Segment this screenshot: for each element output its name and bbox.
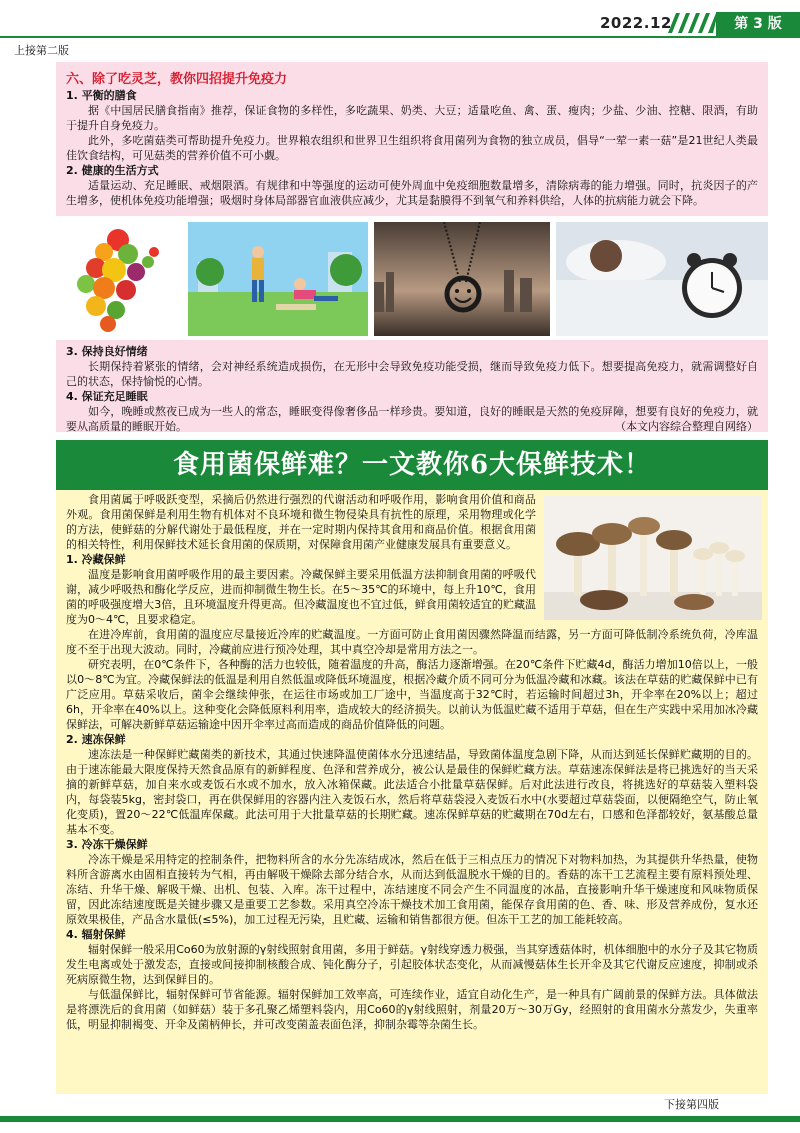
article-title-banner: 食用菌保鲜难？一文教你6大保鲜技术！	[56, 440, 768, 490]
paragraph: 速冻法是一种保鲜贮藏菌类的新技术，其通过快速降温使菌体水分迅速结晶，导致菌体温度急剧下降，从而达到延长保鲜贮藏期的目的。由于速冻能最大限度保持天然食品原有的新鲜程度、色泽和营养成分，被公认是最佳的保鲜贮藏方法。草菇速冻保鲜法是将已挑选好的当天采摘的新鲜草菇，加自来水或麦饭石水或不加水，放入冰箱保藏。此法适合小批量草菇保鲜。后对此法进行改良，将挑选好的草菇装入塑料袋内，每袋装5kg，密封袋口，再在供保鲜用的容器内注入麦饭石水，然后将草菇袋浸入麦饭石水中(水要超过草菇袋面，以便隔绝空气，防止氧化变质)，置20～22℃低温库保藏。此法可用于大批量草菇的长期贮藏。速冻保鲜草菇的贮藏期在70d左右，口感和色泽都较好，氨基酸总量基本不变。	[66, 748, 758, 836]
item-heading: 3. 保持良好情绪	[66, 345, 148, 358]
paragraph: 适量运动、充足睡眠、戒烟限酒。有规律和中等强度的运动可使外周血中免疫细胞数量增多，清除病毒的能力增强。同时，抗炎因子的产生增多，使机体免疫功能增强；吸烟时身体局部器官血液供应减少，尤其是黏膜得不到氧气和养料供给，人体的抗病能力就会下降。	[66, 179, 758, 207]
article-intro: 食用菌属于呼吸跃变型，采摘后仍然进行强烈的代谢活动和呼吸作用，影响食用价值和商品外观。食用菌保鲜是利用生物有机体对不良环境和微生物侵染具有抗性的原理，采用物理或化学的方法，使鲜菇的分解代谢处于最低程度，并在一定时期内保持其食用和商品价值。根据食用菌的相关特性，利用保鲜技术延长食用菌的保质期，对保障食用菌产业健康发展具有重要意义。	[66, 493, 536, 551]
paragraph: 长期保持着紧张的情绪，会对神经系统造成损伤，在无形中会导致免疫功能受损，继而导致免疫力低下。想要提高免疫力，就需调整好自己的状态，保持愉悦的心情。	[66, 360, 758, 388]
continued-to-label: 下接第四版	[664, 1098, 719, 1111]
header-divider	[0, 36, 800, 38]
continued-from-label: 上接第二版	[14, 44, 69, 57]
mushroom-photo-image	[544, 496, 762, 620]
page-number: 第 3 版	[716, 12, 800, 36]
item-heading: 4. 保证充足睡眠	[66, 390, 148, 403]
paragraph: 温度是影响食用菌呼吸作用的最主要因素。冷藏保鲜主要采用低温方法抑制食用菌的呼吸代谢，减少呼吸热和酶化学反应，进而抑制微生物生长。在5～35℃的环境中，每上升10℃，食用菌的呼吸强度增大3倍，且环境温度升得更高。但冷藏温度也不宜过低，鲜食用菌较适宜的贮藏温度为0～4℃，且要求稳定。	[66, 568, 536, 626]
smiley-pendant-image	[374, 222, 550, 336]
issue-date: 2022.12	[600, 14, 672, 32]
section-heading: 2. 速冻保鲜	[66, 733, 126, 746]
item-heading: 2. 健康的生活方式	[66, 164, 159, 177]
paragraph: 此外，多吃菌菇类可帮助提升免疫力。世界粮农组织和世界卫生组织将食用菌列为食物的独立成员，倡导“一荤一素一菇”是21世纪人类最佳饮食结构，可见菇类的营养价值不可小觑。	[66, 134, 758, 162]
paragraph: 与低温保鲜比，辐射保鲜可节省能源。辐射保鲜加工效率高，可连续作业，适宜自动化生产，是一种具有广阔前景的保鲜方法。具体做法是将漂洗后的食用菌（如鲜菇）装于多孔聚乙烯塑料袋内，用Co60的γ射线照射，剂量20万～30万Gy，经照射的食用菌水分蒸发少，失重率低，明显抑制褐变、开伞及菌柄伸长，并可改变菌盖表面色泽，抑制杂霉等杂菌生长。	[66, 988, 758, 1031]
paragraph: 研究表明，在0℃条件下，各种酶的活力也较低，随着温度的升高，酶活力逐渐增强。在20℃条件下贮藏4d，酶活力增加10倍以上，一般以0～8℃为宜。冷藏保鲜法的低温是利用自然低温或降低环境温度，根据冷藏介质不同可分为低温冷藏和冰藏。该法在草菇的贮藏保鲜中已有广泛应用。草菇采收后，菌伞会继续伸张，在运往市场或加工厂途中，当温度高于32℃时，若运输时间超过3h，开伞率在20%以上；超过6h，开伞率在40%以上。这种变化会降低原料利用率，造成较大的经济损失。以前认为低温贮藏不适用于草菇，但在生产实践中采用加冰冷藏保鲜法，可解决新鲜草菇运输途中因开伞率过高而造成的商品价值降低的问题。	[66, 658, 758, 731]
exercise-park-image	[188, 222, 368, 336]
paragraph-text: 如今，晚睡或熬夜已成为一些人的常态，睡眠变得像奢侈品一样珍贵。要知道，良好的睡眠是天然的免疫屏障，想要有良好的免疫力，就要从高质量的睡眠开始。	[66, 405, 758, 433]
paragraph: 辐射保鲜一般采用Co60为放射源的γ射线照射食用菌，多用于鲜菇。γ射线穿透力极强，当其穿透菇体时，机体细胞中的水分子及其它物质发生电离或处于激发态，直接或间接抑制核酸合成、钝化酶分子，引起胶体状态变化，从而减慢菇体生长开伞及其它代谢反应速度，抑制或杀死病原微生物，达到保鲜目的。	[66, 943, 758, 986]
item-heading: 1. 平衡的膳食	[66, 89, 137, 102]
sleeping-alarm-clock-image	[556, 222, 768, 336]
source-note: （本文内容综合整理自网络）	[615, 420, 758, 433]
immunity-section-bottom	[56, 340, 768, 432]
section-heading: 3. 冷冻干燥保鲜	[66, 838, 148, 851]
paragraph: 冷冻干燥是采用特定的控制条件，把物料所含的水分先冻结成冰，然后在低于三相点压力的情况下对物料加热，为其提供升华热量，使物料所含游离水由固相直接转为气相，再由解吸干燥除去部分结合水，从而达到低温脱水干燥的目的。香菇的冻干工艺流程主要有原料预处理、冻结、升华干燥、解吸干燥、出机、包装、入库。冻干过程中，冻结速度不同会产生不同温度的冰晶，直接影响升华干燥速度和风味物质保留，因此冻结速度既是关键步骤又是重要工艺参数。采用真空冷冻干燥技术加工食用菌，能保存食用菌的色、香、味、形及营养成份，复水还原效果极佳，产品含水量低(≤5%)，加工过程无污染，且贮藏、运输和销售都很方便。但冻干工艺的加工能耗较高。	[66, 853, 758, 926]
paragraph: 据《中国居民膳食指南》推荐，保证食物的多样性，多吃蔬果、奶类、大豆；适量吃鱼、禽、蛋、瘦肉；少盐、少油、控糖、限酒，有助于提升自身免疫力。	[66, 104, 758, 132]
paragraph	[66, 404, 758, 434]
section-title: 六、除了吃灵芝，教你四招提升免疫力	[66, 72, 288, 87]
stripe-decoration-icon	[664, 13, 716, 33]
fruit-vegetable-figure-image	[56, 222, 182, 336]
section-heading: 1. 冷藏保鲜	[66, 553, 126, 566]
immunity-section-top	[56, 62, 768, 216]
paragraph: 在进冷库前，食用菌的温度应尽量接近冷库的贮藏温度。一方面可防止食用菌因骤然降温而结露，另一方面可降低制冷系统负荷，冷库温度不至于出现大波动。同时，冷藏前应进行预冷处理，其中真空冷却是常用方法之一。	[66, 628, 758, 656]
footer-divider	[0, 1116, 800, 1122]
section-heading: 4. 辐射保鲜	[66, 928, 126, 941]
